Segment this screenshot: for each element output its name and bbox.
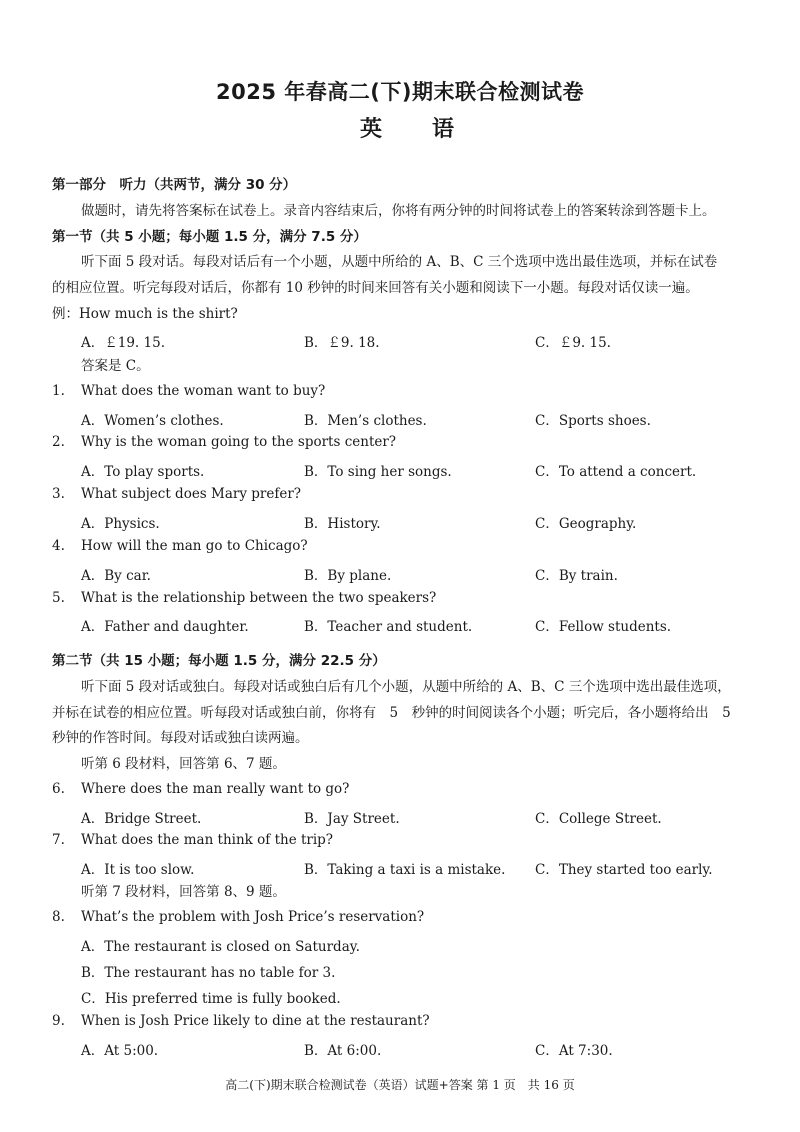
option-b: B．History. — [304, 516, 381, 532]
question-number: 5. — [52, 590, 65, 606]
section2-instruction-line3: 秒钟的作答时间。每段对话或独白读两遍。 — [52, 730, 309, 746]
option-c: C．His preferred time is fully booked. — [81, 991, 341, 1007]
option-a: A．To play sports. — [81, 464, 205, 480]
option-a: A．It is too slow. — [81, 862, 195, 878]
question-text: What subject does Mary prefer? — [81, 486, 302, 502]
section2-instruction-line1: 听下面 5 段对话或独白。每段对话或独白后有几个小题，从题中所给的 A、B、C 三个选项中选出最佳选项， — [81, 679, 731, 695]
question-text: Why is the woman going to the sports center? — [81, 434, 397, 450]
option-b: B．By plane. — [304, 568, 392, 584]
option-a: A．Physics. — [81, 516, 160, 532]
option-c: C．To attend a concert. — [535, 464, 697, 480]
option-b: B．Taking a taxi is a mistake. — [304, 862, 506, 878]
page-footer: 高二(下)期末联合检测试卷（英语）试题+答案 第 1 页 共 16 页 — [225, 1078, 575, 1092]
option-b: B．At 6:00. — [304, 1043, 382, 1059]
question-text: What’s the problem with Josh Price’s reservation? — [81, 909, 425, 925]
section1-instruction-line2: 的相应位置。听完每段对话后，你都有 10 秒钟的时间来回答有关小题和阅读下一小题。每段对话仅读一遍。 — [52, 280, 699, 296]
question-number: 7. — [52, 832, 65, 848]
option-b: B．Teacher and student. — [304, 619, 473, 635]
example-option-a: A．￡19. 15. — [81, 335, 165, 351]
section1-heading: 第一节（共 5 小题；每小题 1.5 分，满分 7.5 分） — [52, 229, 367, 245]
option-c: C．College Street. — [535, 811, 662, 827]
material-6-note: 听第 6 段材料，回答第 6、7 题。 — [81, 756, 286, 772]
option-a: A．Bridge Street. — [81, 811, 202, 827]
example-answer: 答案是 C。 — [81, 358, 150, 374]
question-text: When is Josh Price likely to dine at the restaurant? — [81, 1013, 430, 1029]
exam-title: 2025 年春高二(下)期末联合检测试卷 — [216, 80, 584, 104]
option-a: A．The restaurant is closed on Saturday. — [81, 939, 360, 955]
option-a: A．Father and daughter. — [81, 619, 249, 635]
option-b: B．The restaurant has no table for 3. — [81, 965, 336, 981]
material-7-note: 听第 7 段材料，回答第 8、9 题。 — [81, 884, 286, 900]
question-number: 1. — [52, 383, 65, 399]
question-text: Where does the man really want to go? — [81, 781, 350, 797]
part1-instruction: 做题时，请先将答案标在试卷上。录音内容结束后，你将有两分钟的时间将试卷上的答案转涂到答题卡上。 — [81, 203, 716, 219]
option-c: C．By train. — [535, 568, 618, 584]
option-b: B．To sing her songs. — [304, 464, 452, 480]
section2-instruction-line2: 并标在试卷的相应位置。听每段对话或独白前，你将有 5 秒钟的时间阅读各个小题；听完后，各小题将给出 5 — [52, 705, 731, 721]
option-a: A．By car. — [81, 568, 151, 584]
question-number: 2. — [52, 434, 65, 450]
question-number: 9. — [52, 1013, 65, 1029]
option-c: C．At 7:30. — [535, 1043, 613, 1059]
option-c: C．Geography. — [535, 516, 637, 532]
section1-instruction-line1: 听下面 5 段对话。每段对话后有一个小题，从题中所给的 A、B、C 三个选项中选出最佳选项，并标在试卷 — [81, 254, 718, 270]
option-c: C．Fellow students. — [535, 619, 672, 635]
example-question: 例：How much is the shirt? — [52, 306, 238, 322]
question-text: What does the man think of the trip? — [81, 832, 334, 848]
option-b: B．Men’s clothes. — [304, 413, 427, 429]
option-c: C．They started too early. — [535, 862, 713, 878]
example-option-c: C．￡9. 15. — [535, 335, 611, 351]
question-text: What does the woman want to buy? — [81, 383, 326, 399]
question-number: 6. — [52, 781, 65, 797]
option-b: B．Jay Street. — [304, 811, 400, 827]
subject-title: 英 语 — [359, 117, 468, 142]
section2-heading: 第二节（共 15 小题；每小题 1.5 分，满分 22.5 分） — [52, 653, 386, 669]
question-number: 4. — [52, 538, 65, 554]
question-number: 8. — [52, 909, 65, 925]
question-text: What is the relationship between the two speakers? — [81, 590, 437, 606]
option-a: A．Women’s clothes. — [81, 413, 224, 429]
part1-heading: 第一部分 听力（共两节，满分 30 分） — [52, 177, 297, 193]
question-text: How will the man go to Chicago? — [81, 538, 308, 554]
question-number: 3. — [52, 486, 65, 502]
option-c: C．Sports shoes. — [535, 413, 651, 429]
example-option-b: B．￡9. 18. — [304, 335, 380, 351]
option-a: A．At 5:00. — [81, 1043, 159, 1059]
